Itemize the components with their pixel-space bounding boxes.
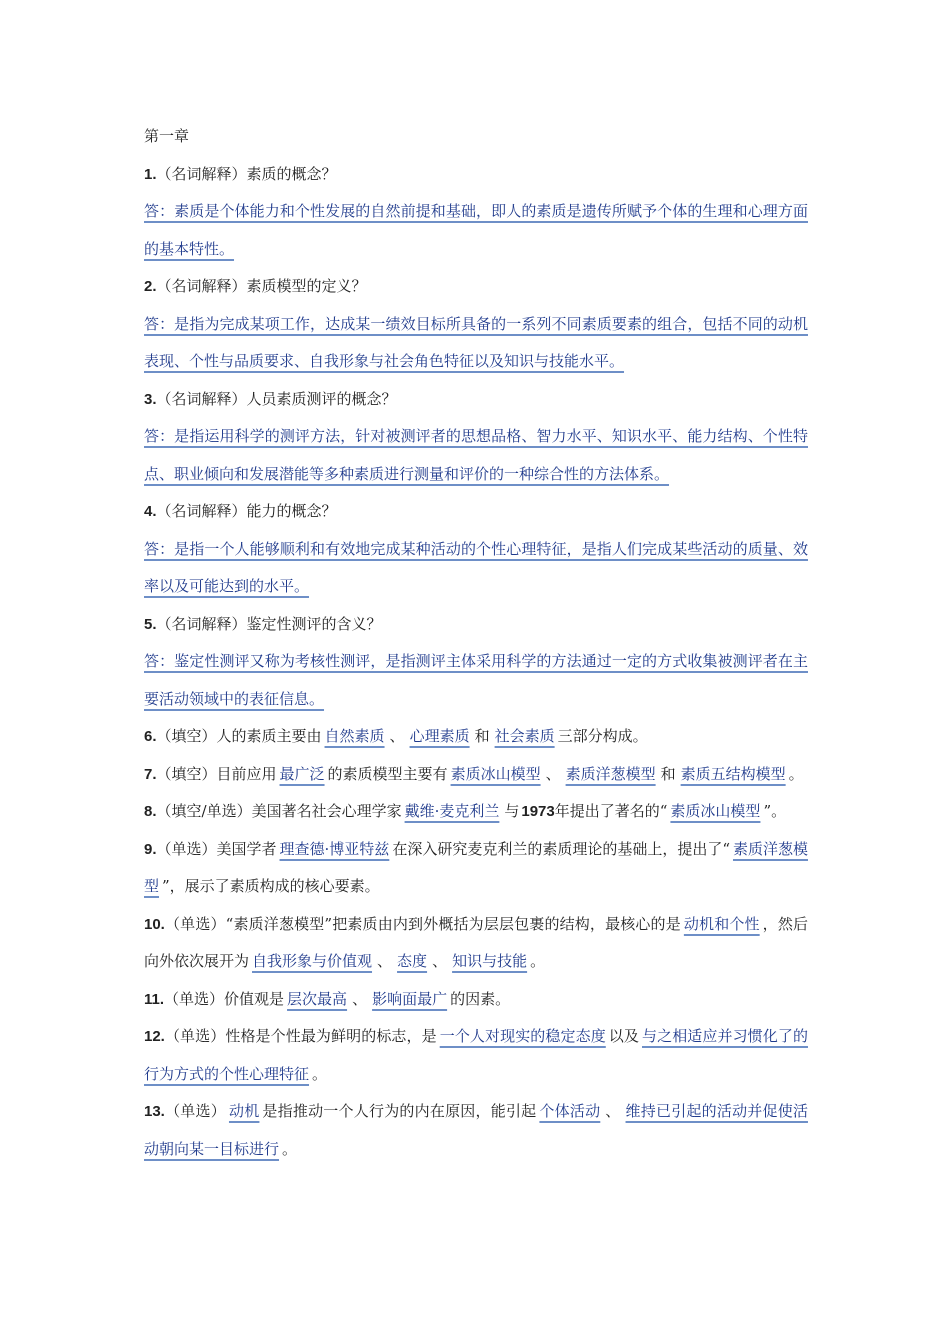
question-10 xyxy=(144,906,808,981)
fill-blank-answer: 层次最高 xyxy=(287,989,348,1008)
fill-blank-answer: 心理素质 xyxy=(409,727,470,745)
question-number: 12. xyxy=(144,1028,165,1045)
separator: 、 xyxy=(377,952,393,970)
question-prompt: （名词解释）鉴定性测评的含义？ xyxy=(156,614,382,633)
fill-blank-answer: 素质冰山模型 xyxy=(450,764,541,783)
answer-text: 答：是指为完成某项工作，达成某一绩效目标所具备的一系列不同素质要素的组合，包括不同的动机表现、个性与品质要求、自我形象与社会角色特征以及知识与技能水平。 xyxy=(144,314,808,370)
question-text: 三部分构成。 xyxy=(557,727,648,745)
answer-4 xyxy=(144,531,808,606)
answer-5 xyxy=(144,643,808,718)
fill-blank-answer: 影响面最广 xyxy=(372,989,448,1008)
fill-blank-answer: 动机和个性 xyxy=(683,914,760,933)
answer-2 xyxy=(144,306,808,381)
chapter-heading: 第一章 xyxy=(144,127,190,145)
question-text: 的素质模型主要有 xyxy=(327,764,448,783)
question-prompt: （名词解释）素质的概念？ xyxy=(156,164,337,183)
question-2 xyxy=(144,268,808,306)
question-text: 和 xyxy=(474,727,490,745)
question-number: 10. xyxy=(144,915,165,933)
question-text: 。 xyxy=(312,1064,328,1083)
question-number: 4. xyxy=(144,503,157,520)
fill-blank-answer: 维持已引起的活动并促使活动朝向某一目标进行 xyxy=(144,1102,808,1158)
fill-blank-answer: 素质冰山模型 xyxy=(670,802,761,820)
question-number: 8. xyxy=(144,803,157,820)
question-number: 2. xyxy=(144,278,157,295)
question-12 xyxy=(144,1018,808,1093)
question-prompt: （名词解释）素质模型的定义？ xyxy=(156,277,367,295)
question-text: （单选）性格是个性最为鲜明的标志，是 xyxy=(164,1027,437,1045)
question-text: 。 xyxy=(530,952,546,970)
answer-text: 答：是指运用科学的测评方法，针对被测评者的思想品格、智力水平、知识水平、能力结构、个性特点、职业倾向和发展潜能等多种素质进行测量和评价的一种综合性的方法体系。 xyxy=(144,427,808,483)
question-number: 11. xyxy=(144,990,165,1008)
question-8 xyxy=(144,793,808,831)
answer-text: 答：素质是个体能力和个性发展的自然前提和基础，即人的素质是遗传所赋予个体的生理和心理方面的基本特性。 xyxy=(144,202,808,258)
fill-blank-answer: 动机 xyxy=(228,1102,260,1120)
document-page xyxy=(144,118,808,1168)
question-3 xyxy=(144,381,808,419)
fill-blank-answer: 戴维·麦克利兰 xyxy=(404,802,500,820)
question-text: ”。 xyxy=(763,802,787,820)
fill-blank-answer: 理查德·博亚特兹 xyxy=(279,839,390,858)
question-11 xyxy=(144,981,808,1019)
answer-1 xyxy=(144,193,808,268)
question-text: 年提出了著名的“ xyxy=(554,802,668,820)
fill-blank-answer: 素质五结构模型 xyxy=(680,764,786,783)
question-text: （填空/单选）美国著名社会心理学家 xyxy=(156,802,402,820)
year-value: 1973 xyxy=(521,803,555,820)
fill-blank-answer: 一个人对现实的稳定态度 xyxy=(439,1027,606,1045)
fill-blank-answer: 最广泛 xyxy=(279,764,325,783)
fill-blank-answer: 态度 xyxy=(397,952,428,970)
question-prompt: （名词解释）能力的概念？ xyxy=(156,502,337,520)
question-number: 6. xyxy=(144,728,157,745)
question-text: 是指推动一个人行为的内在原因，能引起 xyxy=(262,1102,537,1120)
question-text: （单选） xyxy=(164,1102,226,1120)
question-text: （填空）人的素质主要由 xyxy=(156,727,322,745)
fill-blank-answer: 与之相适应并习惯化了的行为方式的个性心理特征 xyxy=(144,1027,808,1083)
question-text: 。 xyxy=(788,764,804,783)
answer-3 xyxy=(144,418,808,493)
question-prompt: （名词解释）人员素质测评的概念？ xyxy=(156,389,397,408)
fill-blank-answer: 自我形象与价值观 xyxy=(252,952,373,970)
fill-blank-answer: 社会素质 xyxy=(494,727,555,745)
question-text: （填空）目前应用 xyxy=(156,764,277,783)
fill-blank-answer: 知识与技能 xyxy=(452,952,528,970)
question-text: ，然后向外依次展开为 xyxy=(144,914,808,970)
question-text: （单选）“素质洋葱模型”把素质由内到外概括为层层包裹的结构，最核心的是 xyxy=(164,914,681,933)
answer-text: 答：鉴定性测评又称为考核性测评，是指测评主体采用科学的方法通过一定的方式收集被测评者在主要活动领域中的表征信息。 xyxy=(144,652,808,708)
question-13 xyxy=(144,1093,808,1168)
fill-blank-answer: 素质洋葱模型 xyxy=(565,764,656,783)
question-1 xyxy=(144,156,808,194)
question-number: 5. xyxy=(144,615,157,633)
question-6 xyxy=(144,718,808,756)
question-text: 在深入研究麦克利兰的素质理论的基础上，提出了“ xyxy=(392,839,730,858)
question-text: ”，展示了素质构成的核心要素。 xyxy=(162,877,380,895)
question-4 xyxy=(144,493,808,531)
question-number: 7. xyxy=(144,765,157,783)
question-number: 3. xyxy=(144,390,157,408)
question-text: （单选）美国学者 xyxy=(156,839,277,858)
separator: 、 xyxy=(352,989,368,1008)
separator: 、 xyxy=(432,952,448,970)
separator: 、 xyxy=(545,764,561,783)
separator: 、 xyxy=(605,1102,621,1120)
question-text: （单选）价值观是 xyxy=(164,989,285,1008)
fill-blank-answer: 自然素质 xyxy=(324,727,385,745)
question-text: 的因素。 xyxy=(450,989,511,1008)
question-text: 和 xyxy=(660,764,676,783)
answer-text: 答：是指一个人能够顺利和有效地完成某种活动的个性心理特征，是指人们完成某些活动的质量、效率以及可能达到的水平。 xyxy=(144,539,808,595)
question-number: 1. xyxy=(144,165,157,183)
question-5 xyxy=(144,606,808,644)
separator: 、 xyxy=(389,727,405,745)
question-9 xyxy=(144,831,808,906)
question-text: 与 xyxy=(504,802,520,820)
fill-blank-answer: 素质洋葱模型 xyxy=(144,839,808,895)
fill-blank-answer: 个体活动 xyxy=(539,1102,601,1120)
question-7 xyxy=(144,756,808,794)
question-number: 9. xyxy=(144,840,157,858)
question-text: 。 xyxy=(282,1139,298,1158)
question-number: 13. xyxy=(144,1103,165,1120)
question-text: 以及 xyxy=(608,1027,639,1045)
